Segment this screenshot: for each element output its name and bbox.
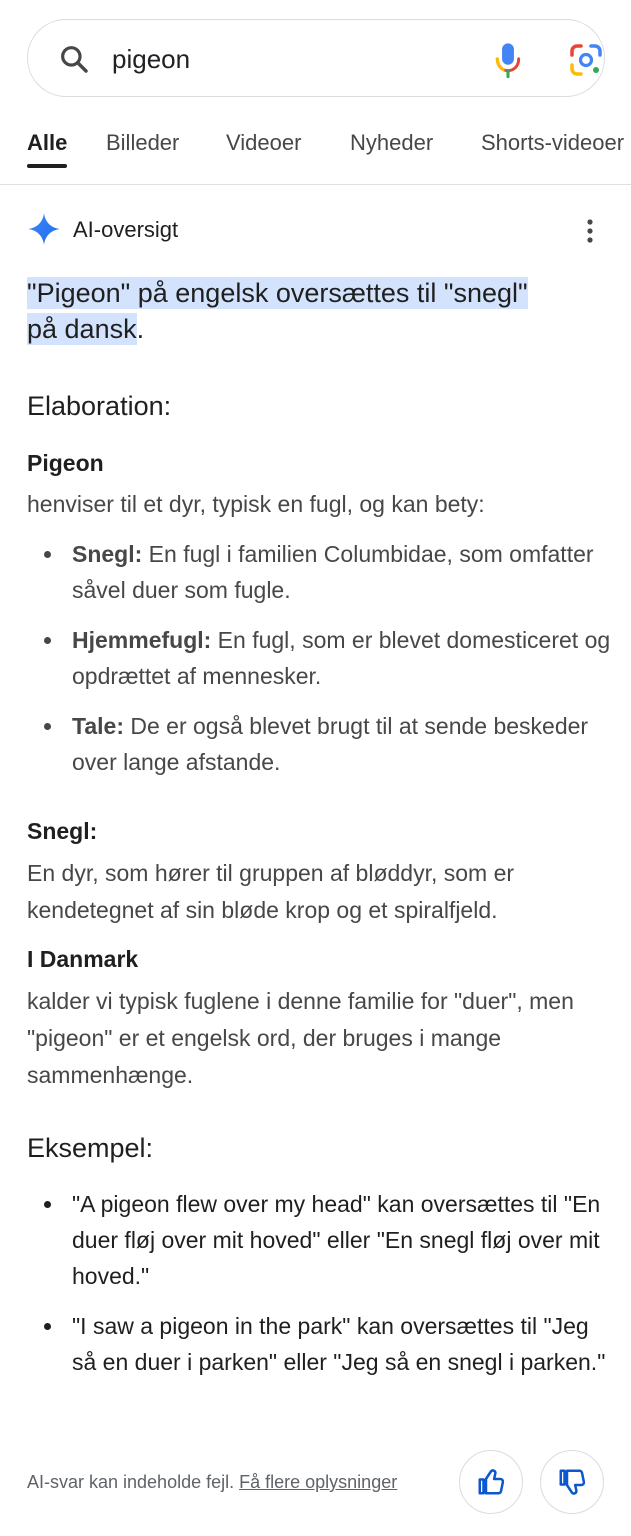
list-item-text: En fugl, som er blevet domesticeret og opdrættet af mennesker. — [72, 627, 611, 689]
list-item: "I saw a pigeon in the park" kan oversættes til "Jeg så en duer i parken" eller "Jeg så en snegl i parken." — [27, 1308, 612, 1380]
pigeon-heading: Pigeon — [27, 450, 104, 476]
thumbs-up-button[interactable] — [459, 1450, 523, 1514]
list-item-text: De er også blevet brugt til at sende beskeder over lange afstande. — [72, 713, 589, 775]
microphone-icon[interactable] — [493, 41, 523, 79]
snegl-text: En dyr, som hører til gruppen af bløddyr, som er kendetegnet af sin bløde krop og et spiralfjeld. — [27, 860, 515, 923]
ai-sparkle-icon — [27, 212, 61, 246]
headline-highlight: "Pigeon" på engelsk oversættes til "snegl" — [27, 278, 528, 308]
headline-highlight-2: på dansk — [27, 314, 137, 344]
disclaimer-text: AI-svar kan indeholde fejl. — [27, 1472, 240, 1492]
search-icon[interactable] — [58, 43, 90, 75]
list-item-term: Hjemmefugl: — [72, 627, 212, 653]
search-input[interactable]: pigeon — [112, 44, 191, 74]
ai-overview-title: AI-oversigt — [73, 217, 179, 242]
tab-images[interactable]: Billeder — [106, 130, 180, 155]
tab-shorts[interactable]: Shorts-videoer — [481, 130, 625, 155]
pigeon-meanings-list — [27, 536, 612, 794]
danmark-text: kalder vi typisk fuglene i denne familie for "duer", men "pigeon" er et engelsk ord, der bruges i mange sammenhænge. — [27, 988, 574, 1088]
more-options-icon[interactable] — [580, 217, 600, 245]
list-item-term: Snegl: — [72, 541, 143, 567]
thumbs-down-button[interactable] — [540, 1450, 604, 1514]
tabs-divider — [0, 184, 631, 185]
ai-answer-headline — [27, 275, 607, 347]
tab-news[interactable]: Nyheder — [350, 130, 434, 155]
list-item — [27, 708, 612, 780]
list-item: "A pigeon flew over my head" kan oversættes til "En duer fløj over mit hoved" eller "En snegl fløj over mit hoved." — [27, 1186, 612, 1294]
tab-all[interactable]: Alle — [27, 130, 68, 155]
list-item-text: En fugl i familien Columbidae, som omfatter såvel duer som fugle. — [72, 541, 594, 603]
search-bar[interactable] — [27, 19, 605, 97]
list-item-term: Tale: — [72, 713, 124, 739]
snegl-heading: Snegl: — [27, 818, 98, 844]
search-tabs — [0, 120, 631, 184]
active-tab-indicator — [27, 164, 67, 168]
learn-more-link[interactable]: Få flere oplysninger — [239, 1472, 398, 1492]
google-lens-icon[interactable] — [568, 42, 604, 78]
tab-videos[interactable]: Videoer — [226, 130, 302, 155]
elaboration-heading: Elaboration: — [27, 391, 172, 421]
examples-list — [27, 1186, 612, 1394]
list-item — [27, 622, 612, 694]
pigeon-intro: henviser til et dyr, typisk en fugl, og kan bety: — [27, 491, 485, 517]
headline-tail: . — [136, 314, 145, 344]
list-item — [27, 536, 612, 608]
thumbs-up-icon — [476, 1467, 506, 1497]
thumbs-down-icon — [557, 1467, 587, 1497]
danmark-heading: I Danmark — [27, 946, 139, 972]
example-heading: Eksempel: — [27, 1133, 154, 1163]
ai-disclaimer — [27, 1470, 397, 1494]
